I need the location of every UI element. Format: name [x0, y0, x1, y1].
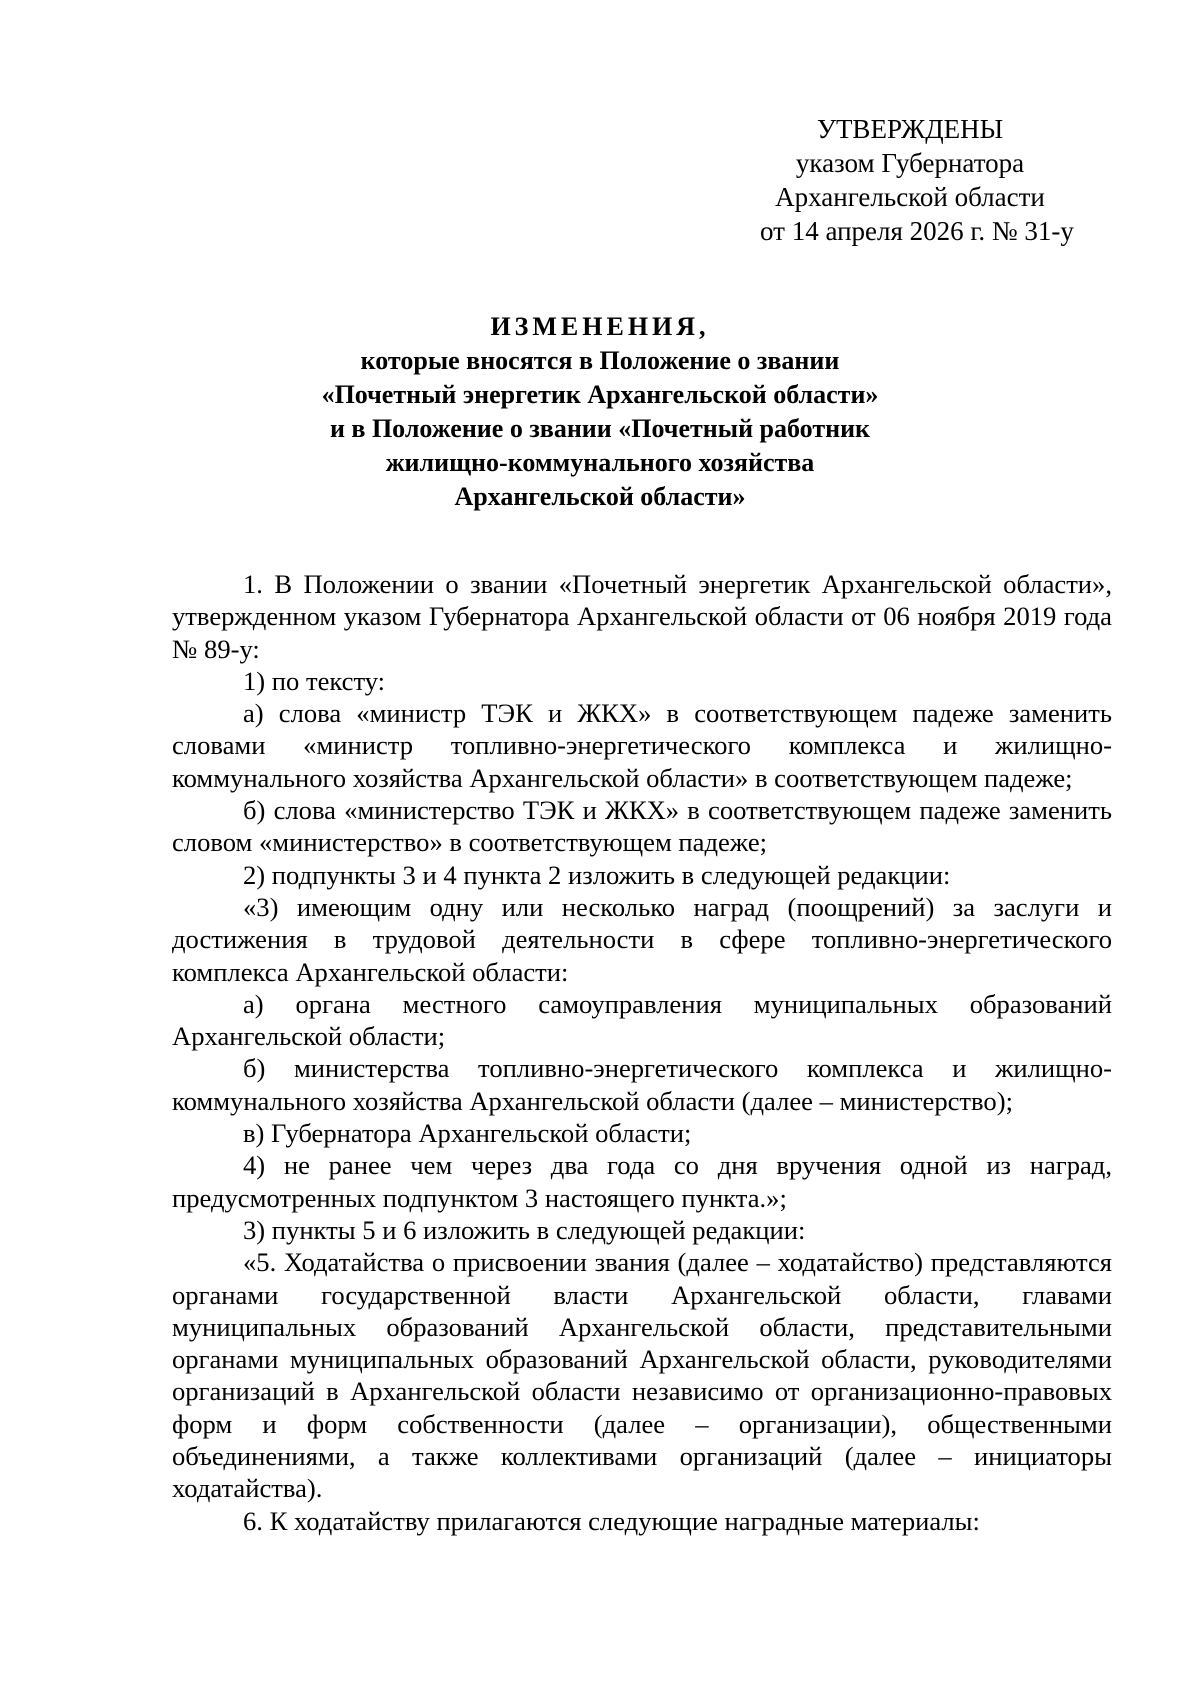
- approval-status: УТВЕРЖДЕНЫ: [816, 114, 1004, 144]
- paragraph: б) министерства топливно-энергетического комплекса и жилищно-коммунального хозяйства Архангельской области (далее – министерство);: [172, 1053, 1112, 1116]
- paragraph: в) Губернатора Архангельской области;: [243, 1118, 692, 1149]
- title-line: и в Положение о звании «Почетный работник: [329, 414, 871, 443]
- document-title: [170, 310, 1030, 514]
- approval-date-number: от 14 апреля 2026 г. № 31-у: [760, 216, 1074, 246]
- title-heading: ИЗМЕНЕНИЯ,: [490, 312, 710, 341]
- paragraph: 6. К ходатайству прилагаются следующие наградные материалы:: [243, 1505, 980, 1536]
- paragraph: 1. В Положении о звании «Почетный энергетик Архангельской области», утвержденном указом Губернатора Архангельской области от 06 ноября 2019 года № 89-у:: [172, 569, 1112, 664]
- title-line: которые вносятся в Положение о звании: [360, 346, 840, 375]
- paragraph: 3) пункты 5 и 6 изложить в следующей редакции:: [243, 1214, 806, 1245]
- approval-region: Архангельской области: [775, 182, 1045, 212]
- paragraph: а) слова «министр ТЭК и ЖКХ» в соответствующем падеже заменить словами «министр топливно-энергетического комплекса и жилищно-коммунального хозяйства Архангельской области» в соответствующем падеже;: [172, 698, 1112, 793]
- paragraph: «3) имеющим одну или несколько наград (поощрений) за заслуги и достижения в трудовой деятельности в сфере топливно-энергетического комплекса Архангельской области:: [172, 891, 1112, 987]
- title-line: жилищно-коммунального хозяйства: [385, 448, 815, 477]
- document-body: [172, 568, 1112, 1537]
- approval-stamp: [760, 112, 1074, 248]
- paragraph: а) органа местного самоуправления муниципальных образований Архангельской области;: [172, 988, 1112, 1052]
- title-line: «Почетный энергетик Архангельской области»: [321, 380, 879, 409]
- approval-authority: указом Губернатора: [795, 148, 1025, 178]
- paragraph: б) слова «министерство ТЭК и ЖКХ» в соответствующем падеже заменить словом «министерство» в соответствующем падеже;: [172, 795, 1112, 858]
- paragraph: 1) по тексту:: [243, 665, 386, 696]
- paragraph: «5. Ходатайства о присвоении звания (далее – ходатайство) представляются органами государственной власти Архангельской области, главами муниципальных образований Архангельской области, представительными органами муниципальных образований Архангельской области, руководителями организаций в Архангельской области независимо от организационно-правовых форм и форм собственности (далее – организации), общественными объединениями, а также коллективами организаций (далее – инициаторы ходатайства).: [172, 1247, 1112, 1504]
- paragraph: 2) подпункты 3 и 4 пункта 2 изложить в следующей редакции:: [243, 859, 951, 890]
- title-line: Архангельской области»: [454, 482, 746, 511]
- paragraph: 4) не ранее чем через два года со дня вручения одной из наград, предусмотренных подпунктом 3 настоящего пункта.»;: [172, 1150, 1112, 1213]
